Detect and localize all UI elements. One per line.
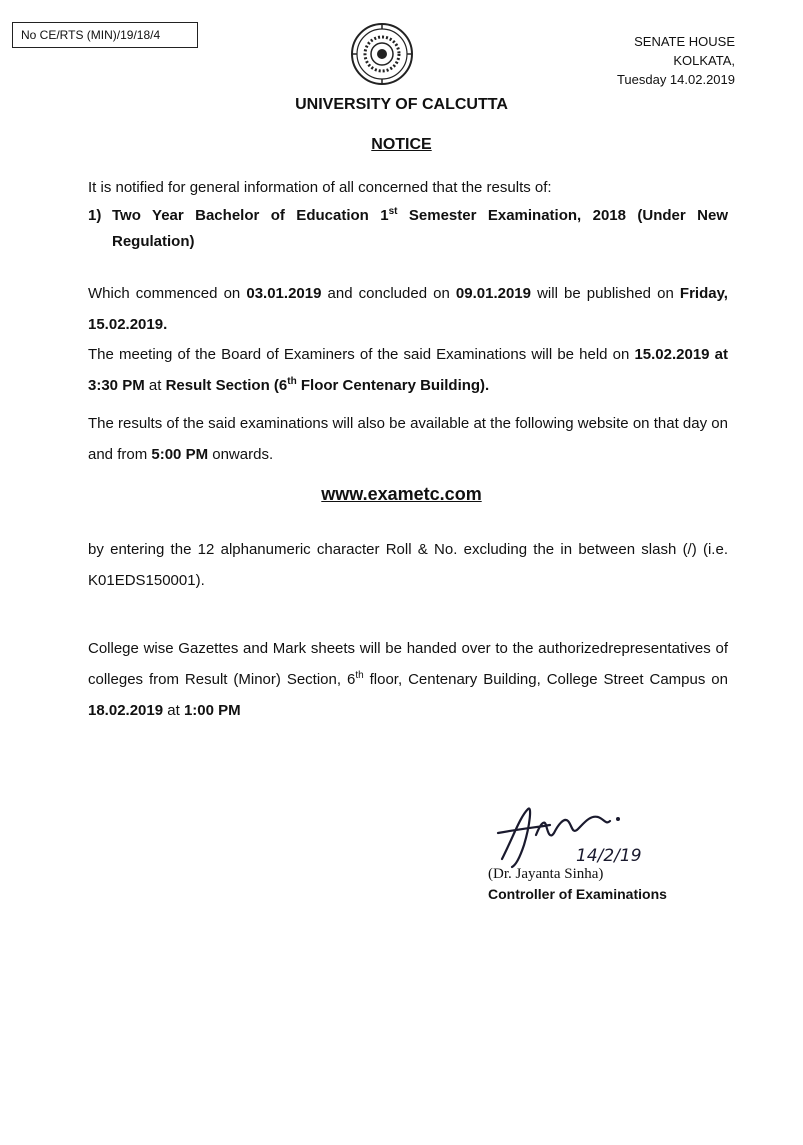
- end-date: 09.01.2019: [455, 285, 531, 302]
- signer-name: (Dr. Jayanta Sinha): [488, 866, 604, 882]
- university-name: UNIVERSITY OF CALCUTTA: [295, 96, 508, 113]
- meeting-text-1: The meeting of the Board of Examiners of the said Examinations will be held on: [88, 346, 635, 363]
- meeting-venue: [166, 377, 490, 394]
- roll-number-paragraph: by entering the 12 alphanumeric character Roll & No. excluding the in between slash (/) (i.e. K01EDS150001).: [88, 541, 728, 589]
- schedule-paragraph: [88, 278, 728, 340]
- place-line-1: SENATE HOUSE: [634, 34, 735, 49]
- availability-text-2: onwards.: [208, 446, 274, 463]
- intro-paragraph: It is notified for general information of all concerned that the results of:: [88, 179, 552, 196]
- schedule-text-2: and concluded on: [321, 285, 456, 302]
- exam-name-part2: Semester Examination, 2018 (Under New Regulation): [112, 207, 728, 250]
- signer-designation: Controller of Examinations: [488, 886, 667, 902]
- gazette-text-2: floor, Centenary Building, College Street Campus on: [363, 671, 728, 688]
- gazette-text-3: at: [163, 702, 184, 719]
- handover-time: 1:00 PM: [183, 702, 241, 719]
- issue-date: Tuesday 14.02.2019: [616, 72, 735, 87]
- exam-name-sup: st: [388, 206, 398, 217]
- reference-number-box: No CE/RTS (MIN)/19/18/4: [12, 22, 198, 48]
- meeting-text-2: at: [144, 377, 166, 394]
- exam-name-part1: Two Year Bachelor of Education 1: [112, 207, 389, 224]
- handover-date: 18.02.2019: [88, 702, 164, 719]
- exam-item: [112, 203, 728, 255]
- schedule-text-1: Which commenced on: [88, 285, 247, 302]
- availability-paragraph: [88, 408, 728, 470]
- venue-part2: Floor Centenary Building).: [296, 377, 490, 394]
- signature-date: 14/2/19: [576, 846, 642, 866]
- publish-date: Friday, 15.02.2019.: [88, 285, 728, 333]
- meeting-paragraph: [88, 339, 728, 401]
- schedule-text-3: will be published on: [531, 285, 680, 302]
- gazette-text-1: College wise Gazettes and Mark sheets will be handed over to the authorizedrepresentatives of colleges from Result (Minor) Section, 6: [88, 640, 728, 688]
- meeting-date-time: 15.02.2019 at 3:30 PM: [88, 346, 728, 394]
- gazette-sup: th: [355, 670, 364, 681]
- venue-sup: th: [287, 376, 297, 387]
- gazette-paragraph: [88, 633, 728, 726]
- place-and-date: [617, 32, 735, 89]
- availability-text-1: The results of the said examinations will also be available at the following website on that day on and from: [88, 415, 728, 463]
- availability-time: 5:00 PM: [151, 446, 209, 463]
- place-line-2: KOLKATA,: [673, 53, 735, 68]
- item-number: 1): [88, 207, 102, 224]
- results-website-link[interactable]: www.exametc.com: [321, 484, 482, 504]
- notice-title: NOTICE: [371, 136, 432, 153]
- start-date: 03.01.2019: [246, 285, 322, 302]
- university-seal-icon: [350, 22, 414, 86]
- handwritten-signature: [480, 795, 680, 877]
- venue-part1: Result Section (6: [165, 377, 288, 394]
